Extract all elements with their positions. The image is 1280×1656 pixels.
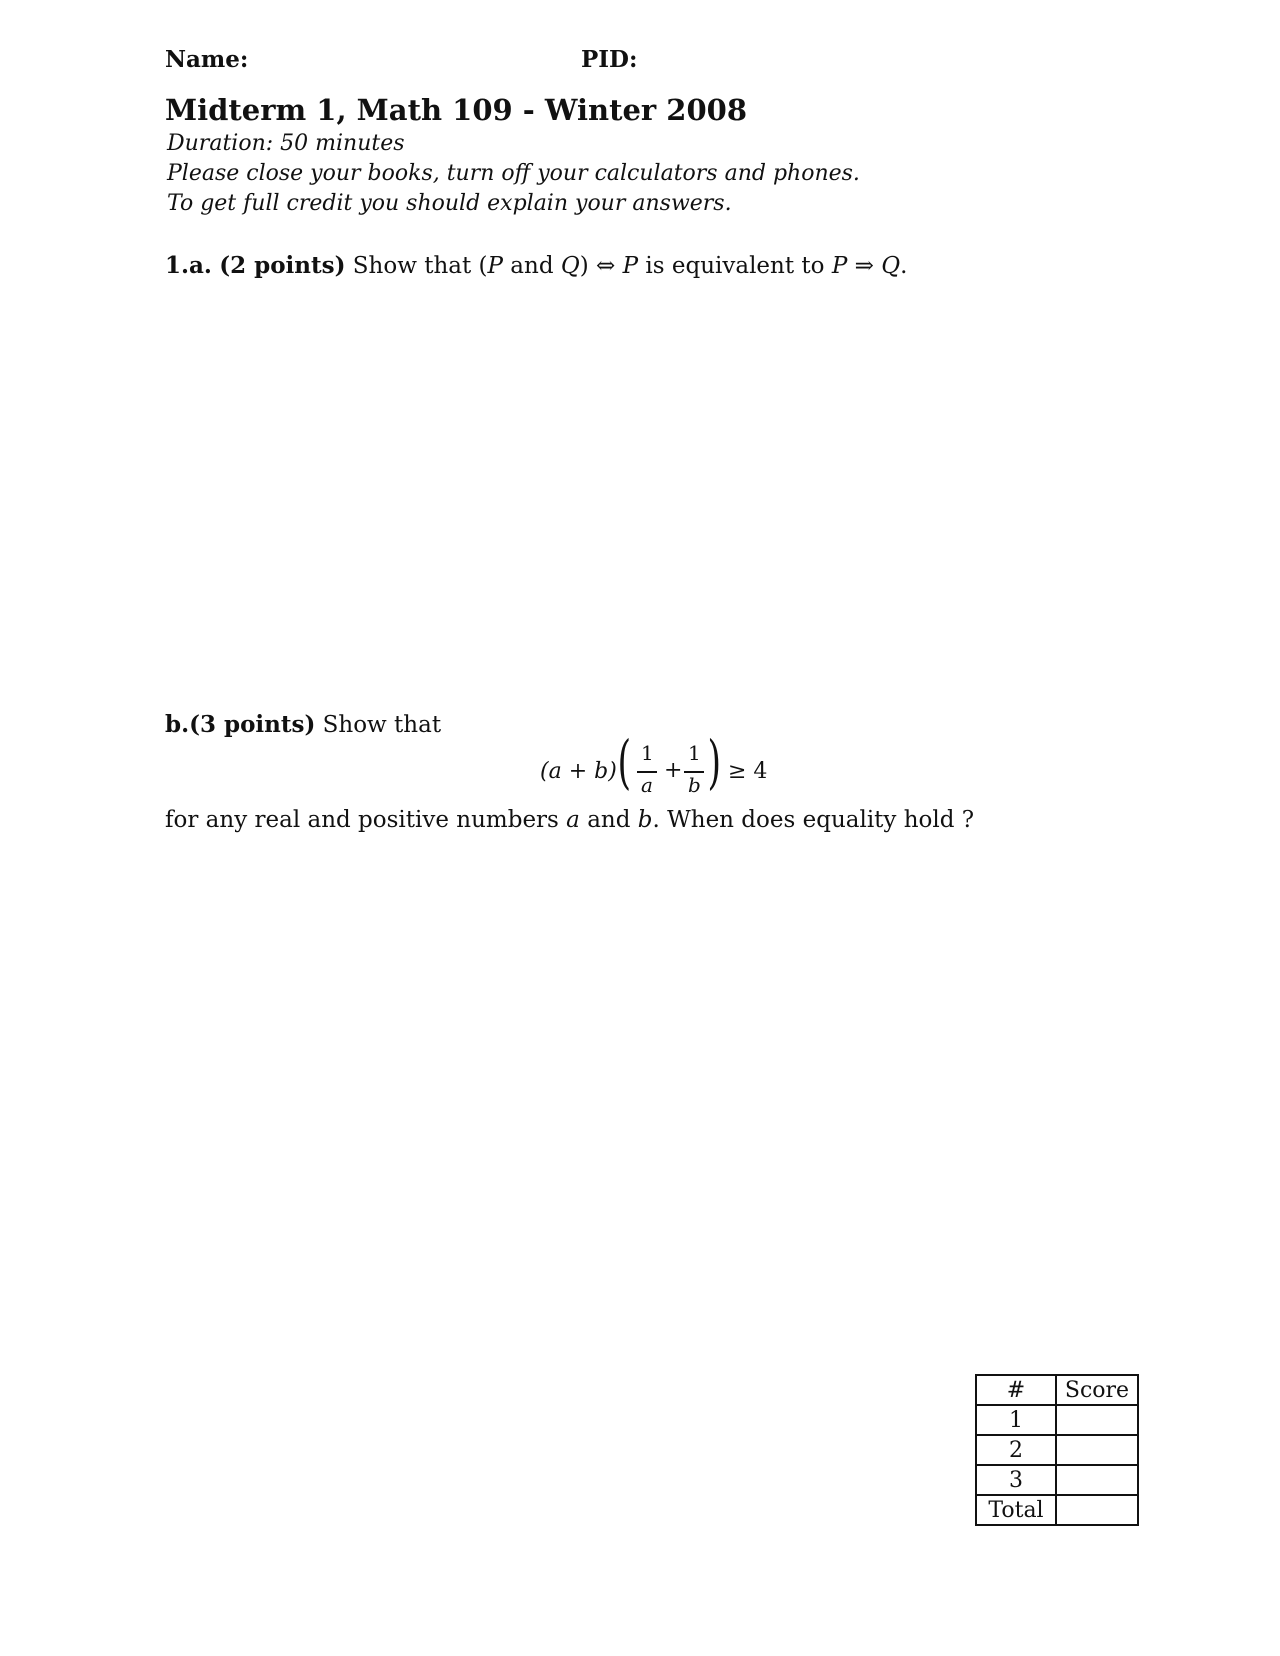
- frac1-denominator: a: [641, 773, 653, 797]
- pid-label: PID:: [581, 46, 638, 73]
- question-1a-text-2: ) ⇔: [579, 253, 623, 279]
- frac2-numerator: 1: [688, 741, 701, 765]
- exam-title: Midterm 1, Math 109 - Winter 2008: [165, 93, 747, 127]
- question-1b-label: b.: [165, 711, 190, 738]
- name-label: Name:: [165, 46, 249, 73]
- score-table-row-label: 1: [976, 1405, 1056, 1435]
- inequality-equation: [540, 728, 780, 808]
- question-1b-points: (3 points): [189, 711, 316, 738]
- math-var-p: P: [487, 253, 503, 279]
- score-table: [975, 1374, 1139, 1526]
- eq-right-side: ≥ 4: [728, 759, 768, 784]
- question-1b-tail: [165, 807, 974, 833]
- exam-duration: Duration: 50 minutes: [167, 131, 405, 156]
- question-1a-text-1: Show that (: [352, 253, 488, 279]
- frac2-denominator: b: [688, 773, 701, 797]
- question-1b-tail-3: . When does equality hold ?: [652, 807, 975, 833]
- exam-instruction-1: Please close your books, turn off your calculators and phones.: [167, 161, 860, 186]
- math-var-a: a: [566, 807, 580, 833]
- score-table-row-label: 3: [976, 1465, 1056, 1495]
- score-table-header-row: [976, 1375, 1138, 1405]
- math-var-b: b: [637, 807, 653, 833]
- exam-instruction-2: To get full credit you should explain your answers.: [167, 191, 732, 216]
- question-1b: [165, 711, 441, 738]
- question-1b-tail-2: and: [579, 807, 638, 833]
- score-table-header-score: Score: [1056, 1375, 1138, 1405]
- score-cell: [1056, 1405, 1138, 1435]
- math-var-q: Q: [881, 253, 901, 279]
- question-1a-arrow: ⇒: [847, 253, 882, 279]
- question-1a: [165, 252, 907, 279]
- eq-left-factor: (a + b): [540, 759, 617, 784]
- question-1a-label: 1.a.: [165, 252, 212, 279]
- math-var-p: P: [622, 253, 639, 279]
- score-table-row-label: Total: [976, 1495, 1056, 1525]
- question-1b-tail-1: for any real and positive numbers: [165, 807, 567, 833]
- eq-plus: +: [664, 758, 683, 783]
- math-var-p: P: [831, 253, 848, 279]
- score-table-header-number: #: [976, 1375, 1056, 1405]
- math-var-q: Q: [560, 253, 580, 279]
- question-1a-and: and: [502, 253, 561, 279]
- frac1-numerator: 1: [641, 741, 654, 765]
- question-1b-intro: Show that: [322, 712, 442, 738]
- score-cell: [1056, 1465, 1138, 1495]
- score-cell: [1056, 1435, 1138, 1465]
- left-paren-icon: (: [617, 728, 632, 796]
- score-table-row: [976, 1495, 1138, 1525]
- question-1a-text-3: is equivalent to: [638, 253, 832, 279]
- question-1a-end: .: [900, 253, 908, 279]
- score-table-row-label: 2: [976, 1435, 1056, 1465]
- question-1a-points: (2 points): [219, 252, 346, 279]
- score-cell: [1056, 1495, 1138, 1525]
- score-table-row: [976, 1435, 1138, 1465]
- score-table-row: [976, 1465, 1138, 1495]
- right-paren-icon: ): [707, 728, 722, 796]
- score-table-row: [976, 1405, 1138, 1435]
